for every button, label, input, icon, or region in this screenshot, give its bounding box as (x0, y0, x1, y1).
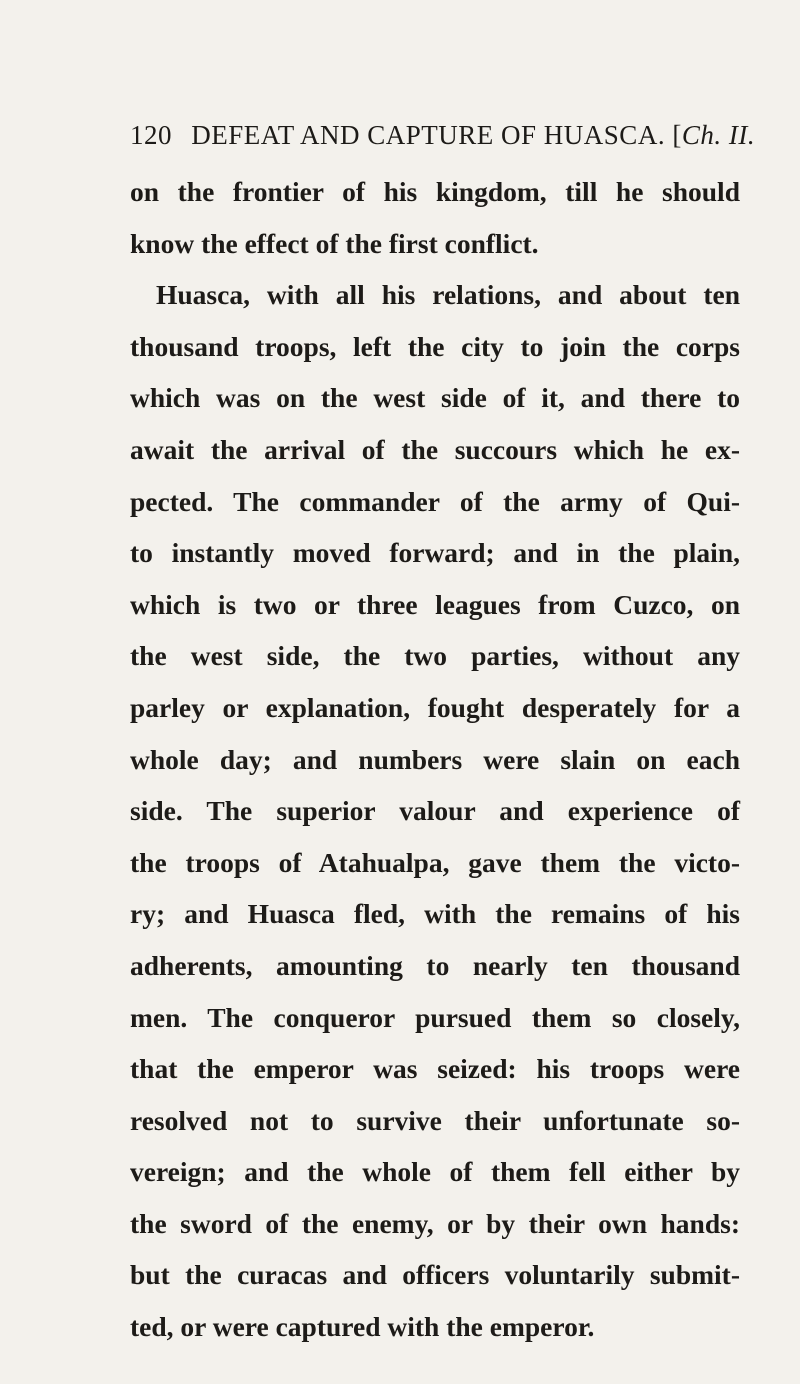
chapter-bracket: [ (672, 120, 682, 150)
text-line: which was on the west side of it, and there to (130, 382, 740, 414)
text-line: pected. The commander of the army of Qui- (130, 485, 740, 517)
text-line: which is two or three leagues from Cuzco, on (130, 588, 740, 620)
text-line: to instantly moved forward; and in the plain, (130, 537, 740, 569)
page-number: 120 (130, 120, 172, 150)
text-line: vereign; and the whole of them fell either by (130, 1156, 740, 1188)
text-line: know the effect of the first conflict. (130, 227, 539, 259)
text-line: Huasca, with all his relations, and about ten (156, 279, 740, 311)
text-line: men. The conqueror pursued them so closely, (130, 1001, 740, 1033)
chapter-reference: Ch. II. (681, 120, 756, 150)
chapter-title: DEFEAT AND CAPTURE OF HUASCA. (191, 120, 666, 150)
text-line: side. The superior valour and experience of (130, 795, 740, 827)
text-line: ted, or were captured with the emperor. (130, 1311, 595, 1343)
text-line: on the frontier of his kingdom, till he should (130, 176, 740, 207)
text-line: await the arrival of the succours which he ex- (130, 433, 740, 465)
text-line: but the curacas and officers voluntarily submit- (130, 1259, 740, 1291)
text-line: the west side, the two parties, without any (130, 640, 740, 672)
text-line: parley or explanation, fought desperately for a (130, 691, 740, 723)
text-line: whole day; and numbers were slain on each (130, 743, 740, 775)
text-line: ry; and Huasca fled, with the remains of his (130, 898, 740, 930)
text-line: adherents, amounting to nearly ten thousand (130, 949, 740, 981)
text-line: the troops of Atahualpa, gave them the victo- (130, 846, 740, 878)
body-text (130, 166, 740, 1353)
text-line: that the emperor was seized: his troops were (130, 1053, 740, 1085)
text-line: resolved not to survive their unfortunate so- (130, 1104, 740, 1136)
text-line: thousand troops, left the city to join the corps (130, 330, 740, 362)
text-line: the sword of the enemy, or by their own hands: (130, 1207, 740, 1239)
running-head (130, 120, 756, 151)
